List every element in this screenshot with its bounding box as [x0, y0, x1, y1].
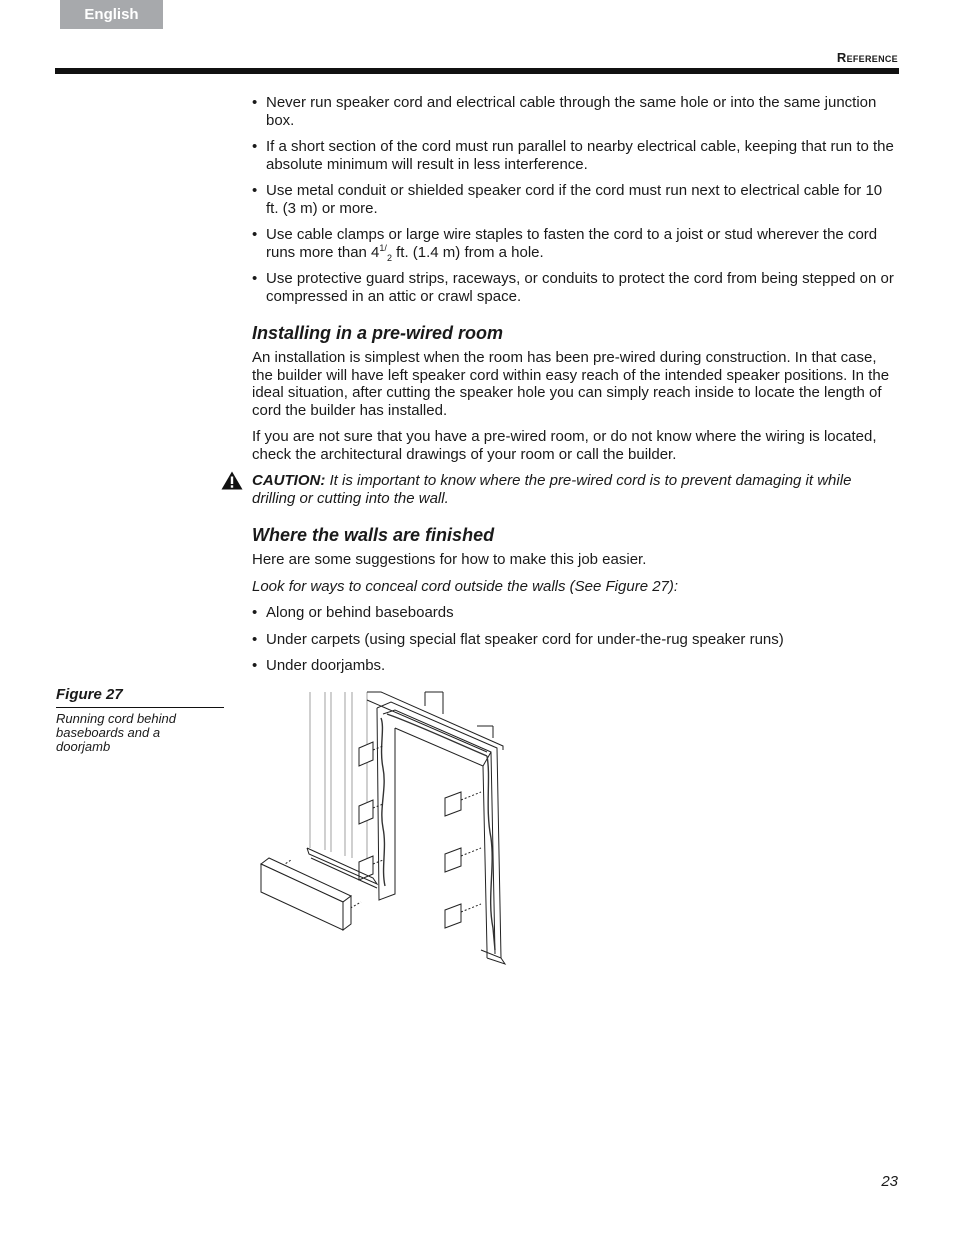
figure-caption: Running cord behind baseboards and a doorjamb — [56, 711, 176, 754]
fraction-slash: / — [384, 242, 387, 253]
doorjamb-illustration — [255, 688, 515, 970]
fraction-numerator: 1 — [379, 242, 385, 253]
caution-note — [252, 472, 898, 507]
list-item-text: Never run speaker cord and electrical cable through the same hole or into the same junction box. — [266, 94, 877, 129]
list-item — [252, 138, 898, 173]
page-number: 23 — [881, 1173, 898, 1190]
list-item-text: Use metal conduit or shielded speaker cord if the cord must run next to electrical cable for 10 ft. (3 m) or more. — [266, 182, 883, 217]
list-item-text: Under doorjambs. — [266, 657, 386, 674]
cable-clamps — [359, 742, 461, 928]
list-item-text: Use cable clamps or large wire staples to fasten the cord to a joist or stud wherever the cord runs more than 4 — [266, 226, 878, 261]
doorjamb-trim — [377, 702, 501, 958]
finished-walls-heading: Where the walls are finished — [252, 525, 495, 545]
finished-lead: Look for ways to conceal cord outside the walls (See Figure 27): — [252, 577, 679, 595]
top-bullet-list — [252, 94, 898, 305]
list-item-text: Under carpets (using special flat speaker cord for under-the-rug speaker runs) — [266, 630, 784, 648]
section-label: Reference — [836, 50, 898, 65]
list-item — [252, 604, 898, 622]
speaker-cord — [381, 714, 495, 950]
caution-text: It is important to know where the pre-wired cord is to prevent damaging it while drilling or cutting into the wall. — [252, 472, 852, 507]
caution-label: CAUTION: — [252, 472, 326, 489]
wall-studs — [310, 692, 367, 862]
prewired-heading: Installing in a pre-wired room — [252, 323, 504, 343]
list-item — [252, 94, 898, 129]
header-rule — [55, 68, 899, 74]
language-tab[interactable]: English — [60, 0, 163, 29]
list-item-text: Use protective guard strips, raceways, or conduits to protect the cord from being stepped on or compressed in an attic or crawl space. — [266, 270, 894, 305]
list-item — [252, 226, 898, 261]
list-item-text: Along or behind baseboards — [266, 604, 454, 621]
list-item-text: If a short section of the cord must run parallel to nearby electrical cable, keeping that run to the absolute minimum will result in less interference. — [266, 138, 894, 173]
list-item-text-end: ft. (1.4 m) from a hole. — [391, 243, 544, 261]
warning-triangle-icon — [221, 471, 243, 490]
finished-intro: Here are some suggestions for how to make this job easier. — [252, 551, 647, 568]
prewired-paragraph-2: If you are not sure that you have a pre-wired room, or do not know where the wiring is located, check the architectural drawings of your room or call the builder. — [252, 428, 877, 463]
prewired-paragraph-1: An installation is simplest when the room has been pre-wired during construction. In that case, the builder will have left speaker cord within easy reach of the intended speaker positions. In the ideal situation, after cutting the speaker hole you can simply reach inside to locate the length of cord the builder has installed. — [252, 349, 890, 419]
list-item — [252, 182, 898, 217]
list-item — [252, 631, 898, 649]
baseboard — [261, 858, 351, 930]
list-item — [252, 657, 898, 675]
door-header — [367, 692, 503, 752]
fraction-denominator: 2 — [386, 252, 392, 263]
figure-title: Figure 27 — [56, 686, 224, 708]
finished-bullet-list — [252, 604, 898, 675]
main-content — [252, 94, 898, 684]
list-item — [252, 270, 898, 305]
